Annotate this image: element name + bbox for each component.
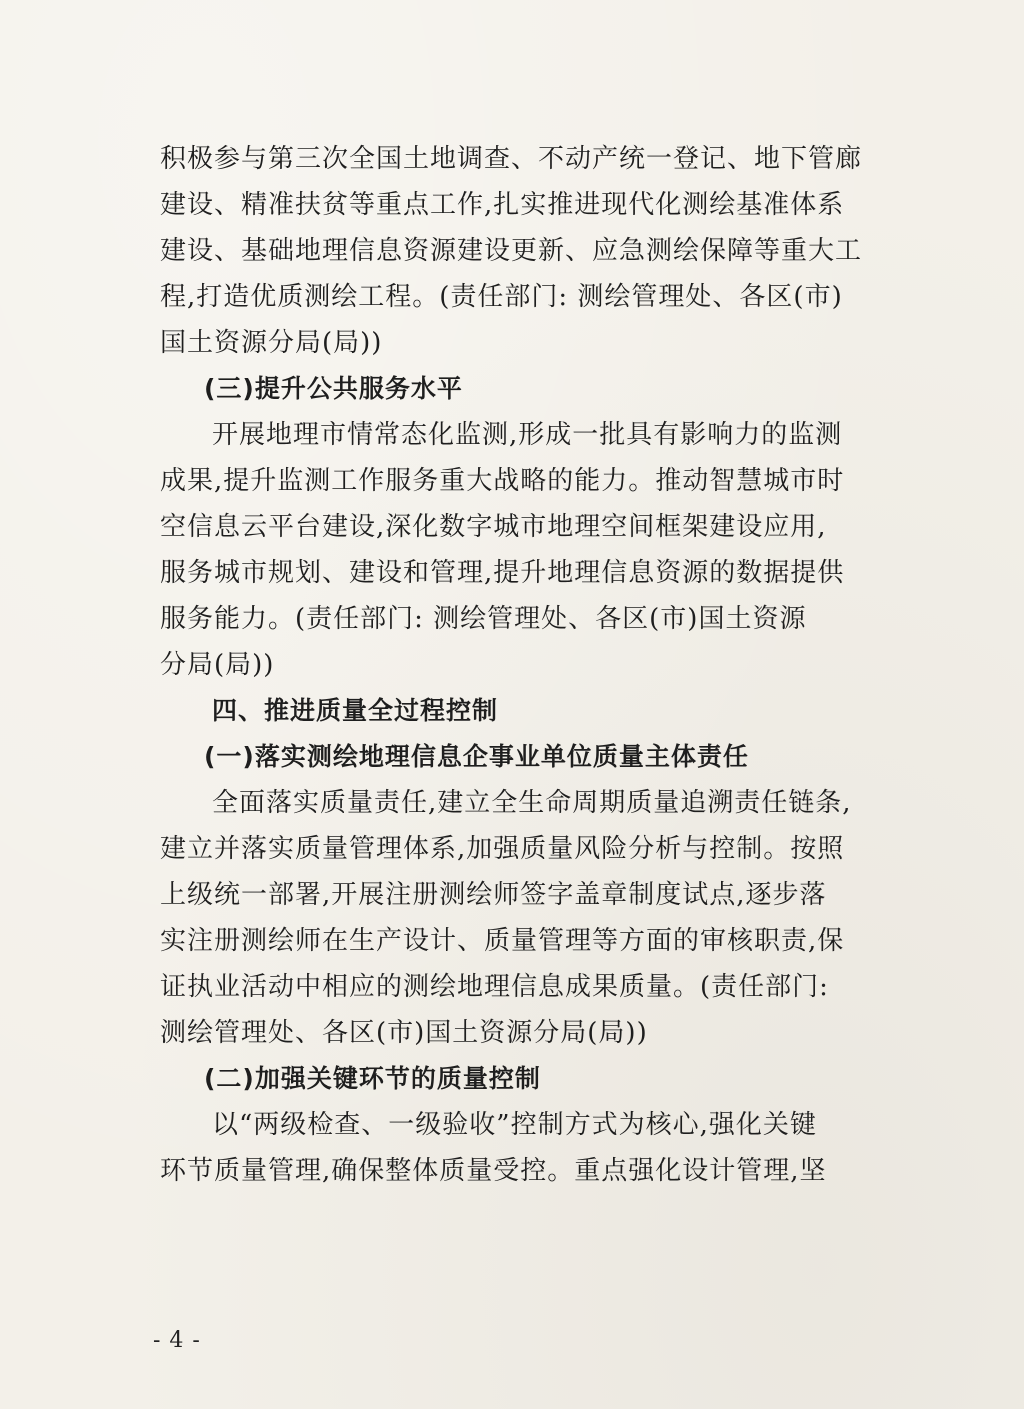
text-line: 全面落实质量责任,建立全生命周期质量追溯责任链条, [212,788,852,818]
document-body [160,136,863,1194]
text-line: 服务城市规划、建设和管理,提升地理信息资源的数据提供 [160,558,845,588]
section-heading-3: (三)提升公共服务水平 [204,374,463,403]
text-line: 程,打造优质测绘工程。(责任部门: 测绘管理处、各区(市) [160,282,843,312]
section-heading-4-2: (二)加强关键环节的质量控制 [204,1064,541,1093]
section-heading-4: 四、推进质量全过程控制 [212,696,499,725]
text-line: 国土资源分局(局)) [160,328,383,358]
text-line: 实注册测绘师在生产设计、质量管理等方面的审核职责,保 [160,926,845,956]
paragraph-3 [160,780,860,1056]
text-line: 分局(局)) [160,650,275,680]
text-line: 服务能力。(责任部门: 测绘管理处、各区(市)国土资源 [160,604,807,634]
page-number: - 4 - [153,1328,201,1353]
text-line: 证执业活动中相应的测绘地理信息成果质量。(责任部门: [160,972,829,1002]
text-line: 建设、精准扶贫等重点工作,扎实推进现代化测绘基准体系 [160,190,845,220]
text-line: 建设、基础地理信息资源建设更新、应急测绘保障等重大工 [160,236,863,266]
text-line: 积极参与第三次全国土地调查、不动产统一登记、地下管廊 [160,144,863,174]
text-line: 上级统一部署,开展注册测绘师签字盖章制度试点,逐步落 [160,880,827,910]
paragraph-2 [160,412,860,688]
paragraph-4 [160,1102,860,1194]
paragraph-1 [160,136,863,366]
text-line: 以“两级检查、一级验收”控制方式为核心,强化关键 [212,1110,817,1140]
text-line: 建立并落实质量管理体系,加强质量风险分析与控制。按照 [160,834,845,864]
text-line: 成果,提升监测工作服务重大战略的能力。推动智慧城市时 [160,466,845,496]
text-line: 测绘管理处、各区(市)国土资源分局(局)) [160,1018,648,1048]
text-line: 开展地理市情常态化监测,形成一批具有影响力的监测 [212,420,843,450]
text-line: 空信息云平台建设,深化数字城市地理空间框架建设应用, [160,512,827,542]
section-heading-4-1: (一)落实测绘地理信息企事业单位质量主体责任 [204,742,749,771]
text-line: 环节质量管理,确保整体质量受控。重点强化设计管理,坚 [160,1156,827,1186]
